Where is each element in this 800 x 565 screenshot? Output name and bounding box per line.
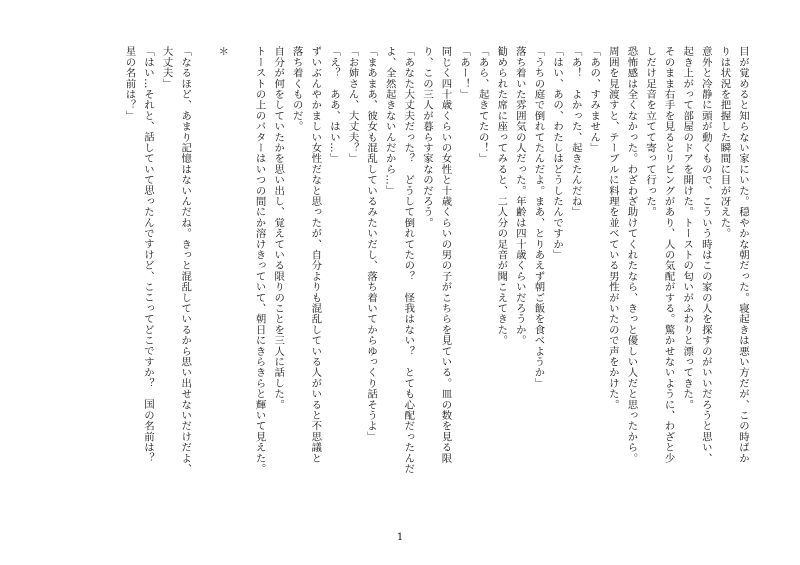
text-line: 恐怖感は全くなかった。わざわざ助けてくれたなら、きっと優しい人だと思ったから。 [625,46,638,464]
dialogue-line: 大丈夫」 [160,46,173,89]
text-line: 同じく四十歳くらいの女性と十歳くらいの男の子がこちらを見ている。皿の数を見る限 [439,46,452,464]
dialogue-line: 「あの、すみません」 [588,46,601,153]
dialogue-line: 「あ！ よかった、起きたんだね」 [569,46,582,218]
dialogue-line: 星の名前は？」 [123,46,136,121]
text-line: 周囲を見渡すと、テーブルに料理を並べている男性がいたので声をかけた。 [606,46,619,410]
dialogue-line: 「はい、あの、わたしはどうしたんですか」 [551,46,564,260]
text-line: ずいぶんやかましい女性だなと思ったが、自分よりも混乱している人がいると不思議と [309,46,322,464]
text-line: りは状況を把握した瞬間に目が冴えた。 [718,46,731,239]
text-line: そのまま右手を見るとリビングがあり、人の気配がする。驚かせないように、わざと少 [662,46,675,464]
text-line: 起き上がって部屋のドアを開けた。トーストの匂いがふわりと漂ってきた。 [681,46,694,410]
text-line: 勧められた席に座ってみると、二人分の足音が聞こえてきた。 [495,46,508,346]
blank-line [231,46,250,516]
dialogue-line: 「はい…それと、話していて思ったんですけど、ここってどこですか？ 国の名前は？ [142,46,154,464]
text-line: トーストの上のバターはいつの間にか溶けきっていて、朝日にきらきらと輝いて見えた。 [253,46,266,474]
dialogue-line: 「あー！」 [458,46,471,100]
text-line: 目が覚めると知らない家にいた。穏やかな朝だった。寝起きは悪い方だが、この時ばか [737,46,749,464]
document-body-text [32,46,752,516]
dialogue-line: 「まあまあ、彼女も混乱しているみたいだし、落ち着いてからゆっくり話そうよ」 [365,46,378,442]
dialogue-line: 「あなた大丈夫だった？ どうして倒れてたの？ 怪我はない？ とても心配だったんだ [402,46,415,474]
text-line: しだけ足音を立てて寄って行った。 [644,46,657,218]
page-number: 1 [396,532,404,543]
text-line: り、この三人が暮らす家なのだろう。 [420,46,433,228]
dialogue-line: 「なるほど、あまり記憶はないんだね。きっと混乱しているから思い出せないだけだよ、 [179,46,192,474]
dialogue-line: 「あら、起きてたの！」 [476,46,489,164]
text-line: 意外と冷静に頭が動くもので、こういう時はこの家の人を探すのがいいだろうと思い、 [699,46,712,464]
dialogue-line: 「うちの庭で倒れてたんだよ。まあ、とりあえず朝ご飯を食べようか」 [532,46,545,389]
text-line: 落ち着くものだ。 [290,46,303,132]
dialogue-line: よ、全然起きないんだから…」 [383,46,396,196]
text-line: 自分が何をしていたかを思い出し、覚えている限りのことを三人に話した。 [272,46,285,410]
dialogue-line: 「お姉さん、大丈夫？」 [346,46,359,164]
blank-line [194,46,213,516]
dialogue-line: 「え？ ああ、はい…」 [327,46,340,164]
text-line: 落ち着いた雰囲気の人だった。年齢は四十歳くらいだろうか。 [513,46,526,346]
section-break: ＊ [216,46,229,57]
